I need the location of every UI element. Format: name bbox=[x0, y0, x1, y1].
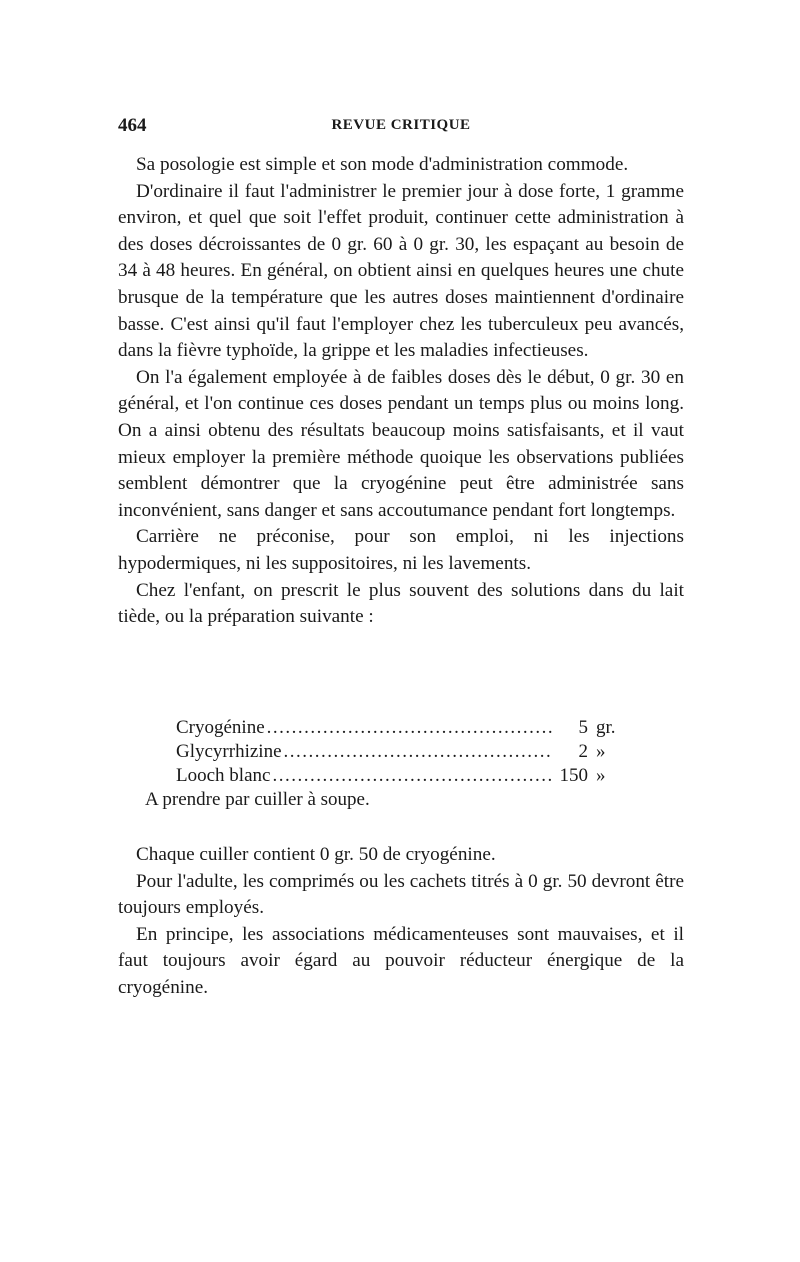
paragraph: En principe, les associations médicamenteuses sont mauvaises, et il faut toujours avoir égard au pouvoir réducteur énergique de la cryogénine. bbox=[118, 923, 684, 998]
prescription-formula bbox=[176, 716, 636, 788]
running-title: REVUE CRITIQUE bbox=[331, 117, 471, 133]
ingredient-unit: gr. bbox=[596, 717, 616, 738]
leader-dots bbox=[272, 764, 552, 788]
paragraph: On l'a également employée à de faibles doses dès le début, 0 gr. 30 en général, et l'on continue ces doses pendant un temps plus ou moins long. On a ainsi obtenu des résultats beaucoup moins satisfaisants, et il vaut mieux employer la première méthode quoique les observations publiées semblent démontrer que la cryogénine peut être administrée sans inconvénient, sans danger et sans accoutumance pendant fort longtemps. bbox=[118, 366, 684, 521]
ingredient-name: Glycyrrhizine bbox=[176, 741, 282, 762]
body-text-bottom bbox=[118, 842, 684, 1002]
formula-row bbox=[176, 716, 636, 740]
ingredient-unit: » bbox=[596, 765, 606, 786]
ingredient-quantity: 150 bbox=[559, 765, 588, 786]
ingredient-name: Looch blanc bbox=[176, 765, 271, 786]
paragraph: Chaque cuiller contient 0 gr. 50 de cryogénine. bbox=[136, 844, 496, 865]
leader-dots bbox=[267, 716, 552, 740]
body-text-top bbox=[118, 152, 684, 631]
page-number: 464 bbox=[118, 115, 147, 136]
formula-row bbox=[176, 740, 636, 764]
ingredient-quantity: 5 bbox=[578, 717, 588, 738]
page-header bbox=[118, 115, 684, 139]
leader-dots bbox=[284, 740, 552, 764]
paragraph: Carrière ne préconise, pour son emploi, ni les injections hypodermiques, ni les suppositoires, ni les lavements. bbox=[118, 526, 684, 574]
dosage-note: A prendre par cuiller à soupe. bbox=[145, 789, 370, 810]
ingredient-quantity: 2 bbox=[578, 741, 588, 762]
paragraph: Pour l'adulte, les comprimés ou les cachets titrés à 0 gr. 50 devront être toujours employés. bbox=[118, 870, 684, 919]
ingredient-name: Cryogénine bbox=[176, 717, 265, 738]
ingredient-unit: » bbox=[596, 741, 606, 762]
paragraph: Chez l'enfant, on prescrit le plus souvent des solutions dans du lait tiède, ou la préparation suivante : bbox=[118, 579, 684, 628]
paragraph: D'ordinaire il faut l'administrer le premier jour à dose forte, 1 gramme environ, et quel que soit l'effet produit, continuer cette administration à des doses décroissantes de 0 gr. 60 à 0 gr. 30, les espaçant au besoin de 34 à 48 heures. En général, on obtient ainsi en quelques heures une chute brusque de la température que les autres doses maintiennent d'ordinaire basse. C'est ainsi qu'il faut l'employer chez les tuberculeux peu avancés, dans la fièvre typhoïde, la grippe et les maladies infectieuses. bbox=[118, 180, 684, 362]
paragraph: Sa posologie est simple et son mode d'administration commode. bbox=[136, 154, 629, 175]
formula-row bbox=[176, 764, 636, 788]
